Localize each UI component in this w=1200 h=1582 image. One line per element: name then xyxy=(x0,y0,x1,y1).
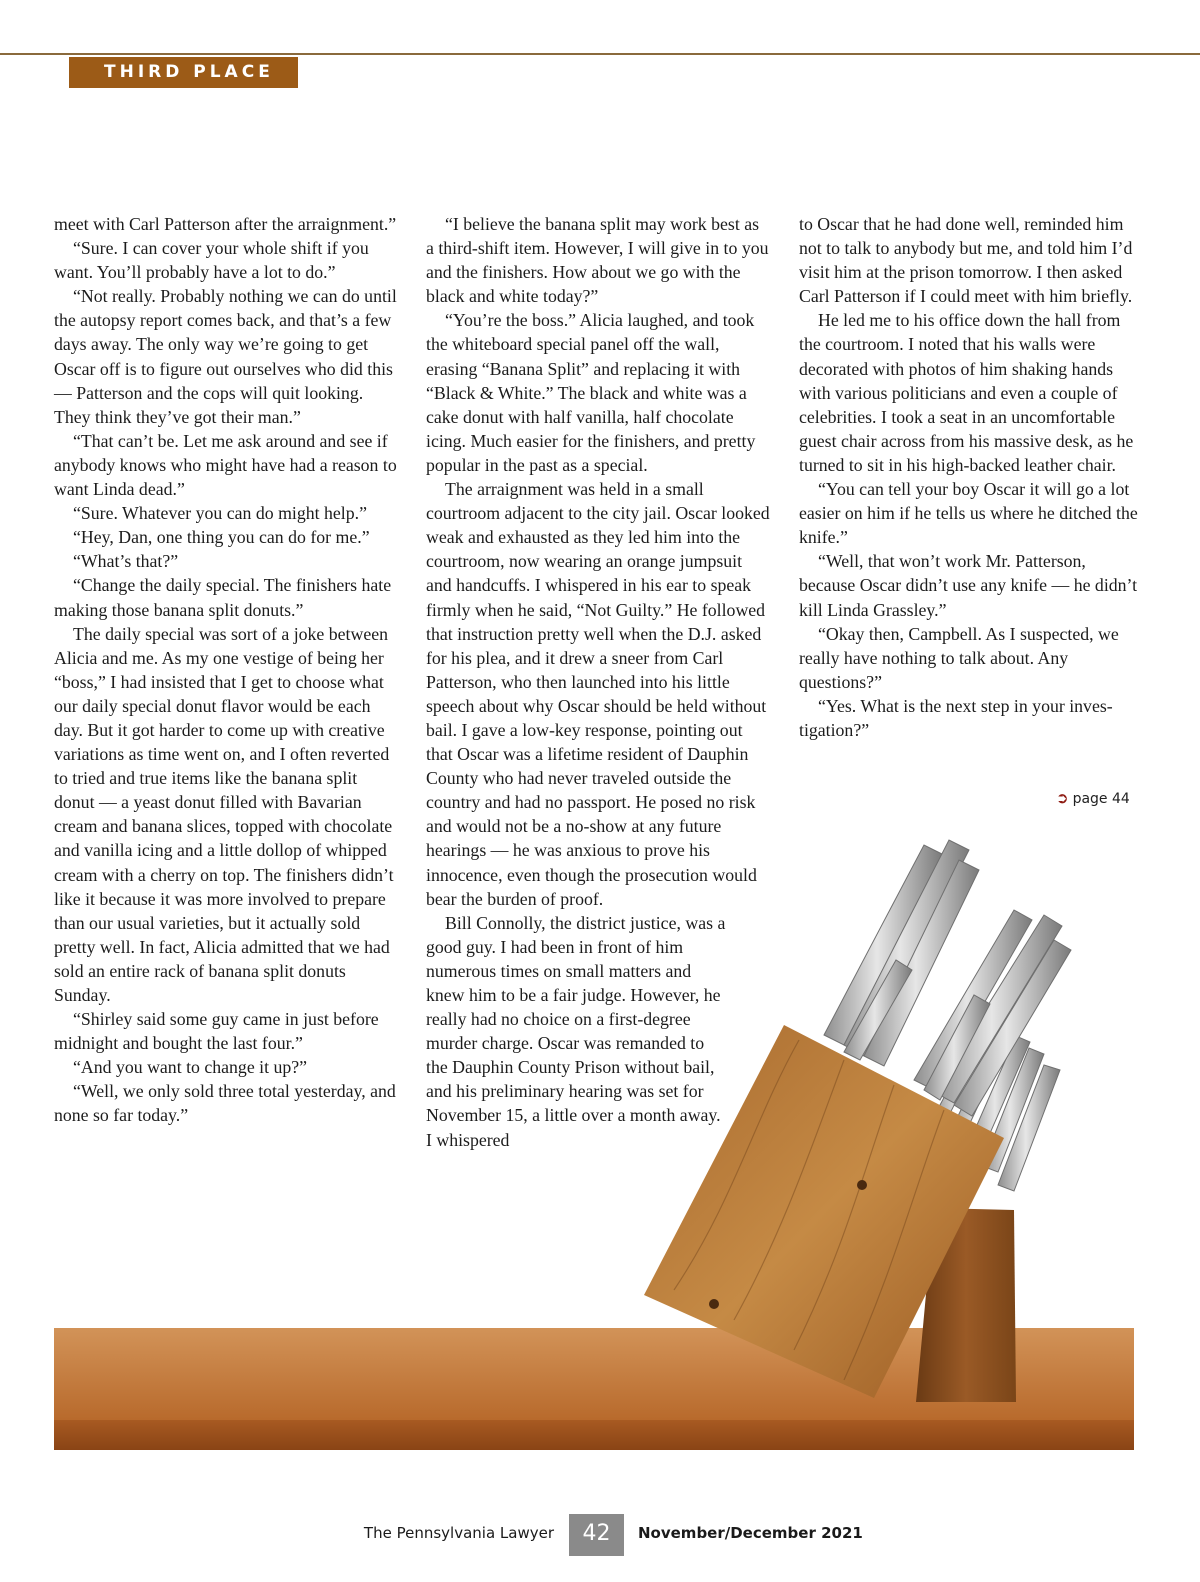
issue-date: November/December 2021 xyxy=(638,1524,863,1542)
paragraph: “Well, we only sold three total yesterday, and none so far today.” xyxy=(54,1081,396,1126)
paragraph: “What’s that?” xyxy=(73,551,179,572)
paragraph: “Okay then, Campbell. As I suspected, we really have nothing to talk about. Any questions?” xyxy=(799,623,1119,692)
page-footer xyxy=(0,1514,1200,1554)
paragraph: “You’re the boss.” Alicia laughed, and took the whiteboard special panel off the wall, erasing “Banana Split” and replacing it with “Black & White.” The black and white was a cake donut with half vanilla, half chocolate icing. Much easier for the finishers, and pretty popular in the past as a special. xyxy=(426,310,756,475)
section-label: THIRD PLACE xyxy=(69,57,298,88)
publication-name: The Pennsylvania Lawyer xyxy=(363,1524,554,1542)
paragraph: “Yes. What is the next step in your investigation?” xyxy=(799,695,1113,740)
paragraph: “Sure. I can cover your whole shift if you want. You’ll probably have a lot to do.” xyxy=(54,238,369,283)
paragraph: “I believe the banana split may work best as a third-shift item. However, I will give in to you and the finishers. How about we go with the black and white today?” xyxy=(426,214,769,307)
paragraph: “Not really. Probably nothing we can do until the autopsy report comes back, and that’s a few days away. The only way we’re going to get Oscar off is to figure out ourselves who did this — Patterson and the cops will quit looking. They think they’ve got their man.” xyxy=(54,286,397,427)
paragraph: “Hey, Dan, one thing you can do for me.” xyxy=(73,527,370,548)
paragraph: “And you want to change it up?” xyxy=(73,1057,308,1078)
continued-on-page[interactable] xyxy=(1056,789,1130,808)
arrow-right-circle-icon: ➲ xyxy=(1056,789,1069,807)
continued-page-label: page 44 xyxy=(1072,791,1130,807)
paragraph: The arraignment was held in a small courtroom adjacent to the city jail. Oscar looked weak and exhausted as they led him into the courtroom, now wearing an orange jumpsuit and handcuffs. I whispered in his ear to speak firmly when he said, “Not Guilty.” He followed that instruction pretty well when the D.J. asked for his plea, and it drew a sneer from Carl Patterson, who then launched into his little speech about why Oscar should be held without bail. I gave a low-key response, pointing out that Oscar was a lifetime resident of Dauphin County who had never traveled outside the country and had no passport. He posed no risk and would not be a no-show at any future hearings — he was anxious to prove his innocence, even though the prosecution would bear the burden of proof. xyxy=(426,479,770,909)
paragraph: “Shirley said some guy came in just before midnight and bought the last four.” xyxy=(54,1009,379,1054)
page-number: 42 xyxy=(569,1514,624,1556)
paragraph: “Well, that won’t work Mr. Patterson, because Oscar didn’t use any knife — he didn’t kill Linda Grassley.” xyxy=(799,551,1138,620)
wood-knot xyxy=(857,1180,867,1190)
paragraph: “You can tell your boy Oscar it will go a lot easier on him if he tells us where he ditched the knife.” xyxy=(799,479,1138,548)
paragraph: “Sure. Whatever you can do might help.” xyxy=(73,503,367,524)
paragraph: meet with Carl Patterson after the arraignment.” xyxy=(54,214,397,234)
wood-knot xyxy=(709,1299,719,1309)
paragraph: “Change the daily special. The finishers hate making those banana split donuts.” xyxy=(54,575,392,620)
table-edge xyxy=(54,1420,1134,1450)
paragraph: The daily special was sort of a joke between Alicia and me. As my one vestige of being her “boss,” I had insisted that I get to choose what our daily special donut flavor would be each day. But it got harder to come up with creative variations as time went on, and I often reverted to tried and true items like the banana split donut — a yeast donut filled with Bavarian cream and banana slices, topped with chocolate and vanilla icing and a little dollop of whipped cream with a cherry on top. The finishers didn’t like it because it was more involved to prepare than our usual varieties, but it actually sold pretty well. In fact, Alicia admitted that we had sold an entire rack of banana split donuts Sunday. xyxy=(54,623,394,1005)
header-rule xyxy=(0,53,1200,55)
paragraph: “That can’t be. Let me ask around and see if anybody knows who might have had a reason to want Linda dead.” xyxy=(54,430,397,500)
paragraph: Bill Connolly, the district justice, was a good guy. I had been in front of him numerous times on small matters and knew him to be a fair judge. However, he really had no choice on a first-degree murder charge. Oscar was remanded to the Dauphin County Prison without bail, and his preliminary hearing was set for November 15, a little over a month away. I whispered xyxy=(426,912,726,1150)
knife-block-photo xyxy=(54,820,1134,1450)
text-column-3 xyxy=(799,212,1145,742)
paragraph: to Oscar that he had done well, reminded him not to talk to anybody but me, and told him I’d visit him at the prison tomorrow. I then asked Carl Patterson if I could meet with him briefly. xyxy=(799,214,1133,307)
paragraph: He led me to his office down the hall from the courtroom. I noted that his walls were decorated with photos of him shaking hands with various politicians and even a couple of celebrities. I took a seat in an uncomfortable guest chair across from his massive desk, as he turned to sit in his high-backed leather chair. xyxy=(799,310,1134,475)
